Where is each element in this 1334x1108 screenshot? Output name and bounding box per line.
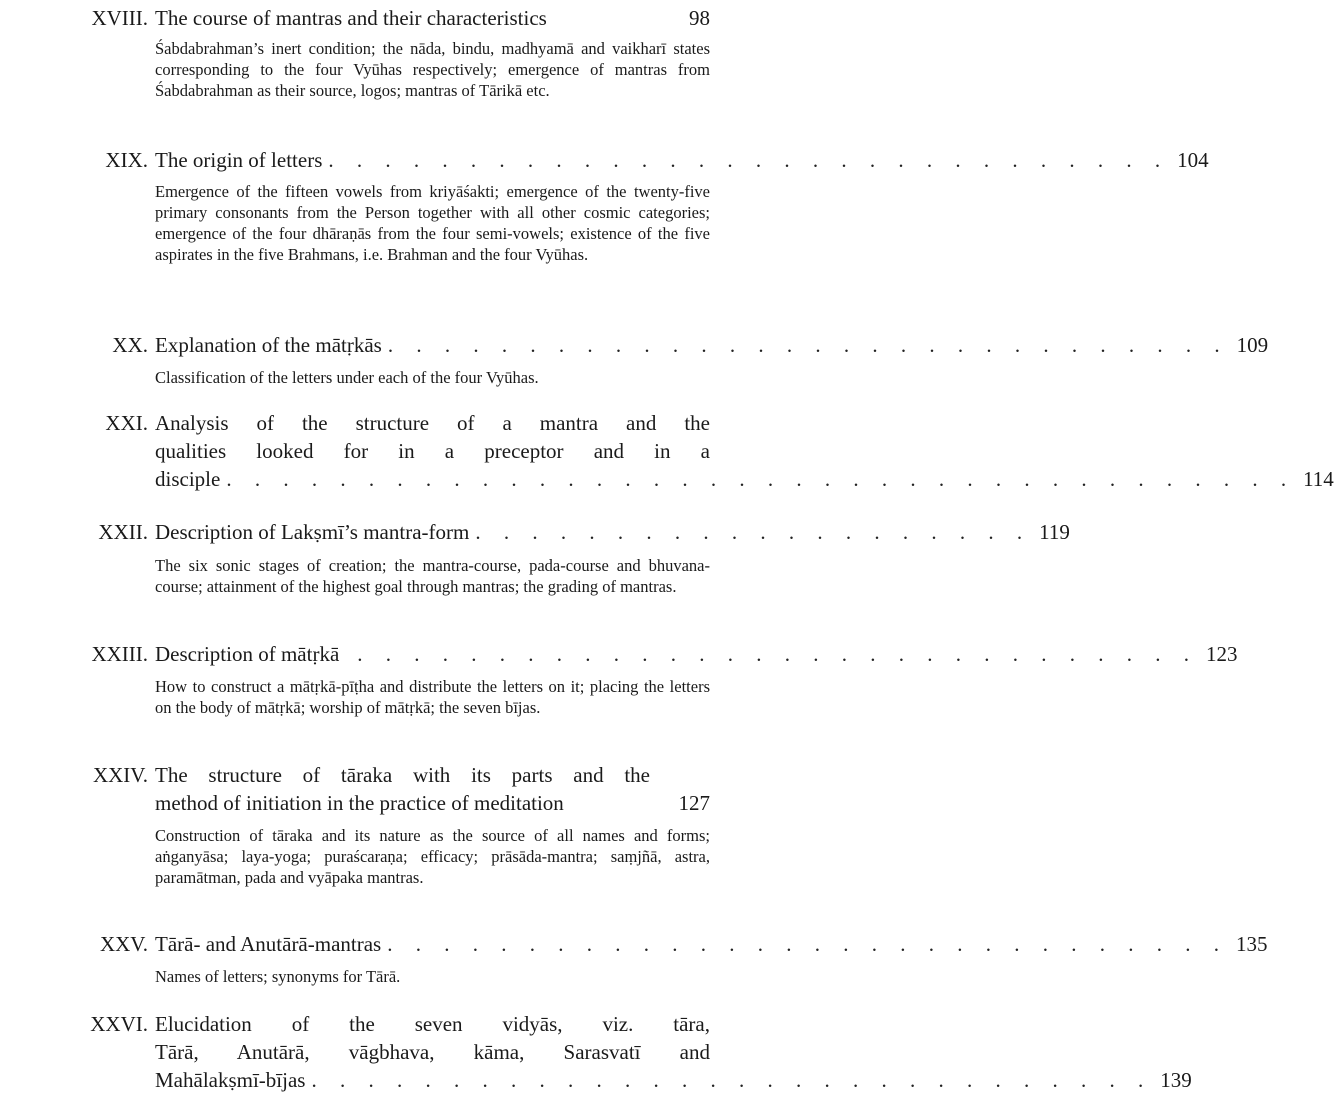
chapter-title-line: Description of mātṛkā [155, 642, 340, 666]
dot-leader: . . . . . . . . . . . . . . . . . . . . . . . . . . . . . . [357, 642, 1199, 666]
chapter-title [155, 640, 1238, 668]
page-number: 114 [1303, 467, 1334, 491]
dot-leader: . . . . . . . . . . . . . . . . . . . . [475, 520, 1032, 544]
chapter-title-line: The origin of letters [155, 148, 323, 172]
chapter-number: XXV. [99, 932, 148, 956]
chapter-description: The six sonic stages of creation; the mantra-course, pada-course and bhuvana-course; attainment of the highest goal through mantras; the grading of mantras. [155, 556, 710, 596]
chapter-title [155, 331, 1269, 359]
chapter-number: XXI. [105, 411, 148, 435]
chapter-title [155, 4, 710, 32]
chapter-title-line: qualities looked for in a preceptor and in a [155, 439, 710, 463]
chapter-title-line: The structure of tāraka with its parts and the [155, 763, 650, 787]
dot-leader: . . . . . . . . . . . . . . . . . . . . . . . . . . . . . . . . . . . . . . [226, 467, 1296, 491]
page-number: 119 [1039, 520, 1070, 544]
chapter-title-line: Elucidation of the seven vidyās, viz. tāra, [155, 1012, 710, 1036]
chapter-description: Śabdabrahman’s inert condition; the nāda, bindu, madhyamā and vaikharī states corresponding to the four Vyūhas respectively; emergence of mantras from Śabdabrahman as their source, logos; mantras of Tārikā etc. [155, 39, 710, 100]
page-number: 109 [1236, 333, 1269, 357]
chapter-title-line: Analysis of the structure of a mantra and the [155, 411, 710, 435]
chapter-title-line: Tārā, Anutārā, vāgbhava, kāma, Sarasvatī and [155, 1040, 710, 1064]
chapter-title-line: Description of Lakṣmī’s mantra-form [155, 520, 470, 544]
chapter-title-line: method of initiation in the practice of meditation [155, 791, 564, 815]
chapter-title-line: Explanation of the mātṛkās [155, 333, 382, 357]
chapter-title [155, 409, 1334, 493]
chapter-title-line: Mahālakṣmī-bījas [155, 1068, 306, 1092]
chapter-number: XX. [112, 333, 148, 357]
dot-leader: . . . . . . . . . . . . . . . . . . . . . . . . . . . . . . [328, 148, 1170, 172]
chapter-title [155, 146, 1209, 174]
chapter-title [155, 761, 710, 817]
dot-leader: . . . . . . . . . . . . . . . . . . . . . . . . . . . . . . [387, 932, 1228, 956]
chapter-description: Emergence of the fifteen vowels from kriyāśakti; emergence of the twenty-five primary consonants from the Person together with all other cosmic categories; emergence of the four dhāraṇās from the four semi-vowels; existence of the five aspirates in the five Brahmans, i.e. Brahman and the four Vyūhas. [155, 182, 710, 264]
chapter-title [155, 930, 1268, 958]
chapter-number: XVIII. [91, 6, 148, 30]
chapter-number: XXVI. [90, 1012, 148, 1036]
page-number: 127 [678, 791, 710, 815]
chapter-number: XIX. [105, 148, 148, 172]
dot-leader: . . . . . . . . . . . . . . . . . . . . . . . . . . . . . . [311, 1068, 1153, 1092]
page-number: 98 [689, 6, 710, 30]
page-number: 123 [1206, 642, 1238, 666]
chapter-number: XXII. [98, 520, 148, 544]
dot-leader: . . . . . . . . . . . . . . . . . . . . . . . . . . . . . . [387, 333, 1229, 357]
chapter-title [155, 518, 1070, 546]
chapter-description: Construction of tāraka and its nature as the source of all names and forms; aṅganyāsa; laya-yoga; puraścaraṇa; efficacy; prāsāda-mantra; saṃjñā, astra, paramātman, pada and vyāpaka mantras. [155, 826, 710, 887]
chapter-description: How to construct a mātṛkā-pīṭha and distribute the letters on it; placing the letters on the body of mātṛkā; worship of mātṛkā; the seven bījas. [155, 677, 710, 717]
chapter-number: XXIV. [92, 763, 148, 787]
chapter-description: Names of letters; synonyms for Tārā. [155, 967, 401, 986]
chapter-title [155, 1010, 1192, 1094]
page-number: 104 [1177, 148, 1209, 172]
chapter-title-line: The course of mantras and their characteristics [155, 6, 547, 30]
chapter-title-line: disciple [155, 467, 221, 491]
page-number: 135 [1235, 932, 1268, 956]
chapter-title-line: Tārā- and Anutārā-mantras [155, 932, 382, 956]
chapter-description: Classification of the letters under each of the four Vyūhas. [155, 368, 539, 387]
page-number: 139 [1160, 1068, 1192, 1092]
chapter-number: XXIII. [91, 642, 148, 666]
